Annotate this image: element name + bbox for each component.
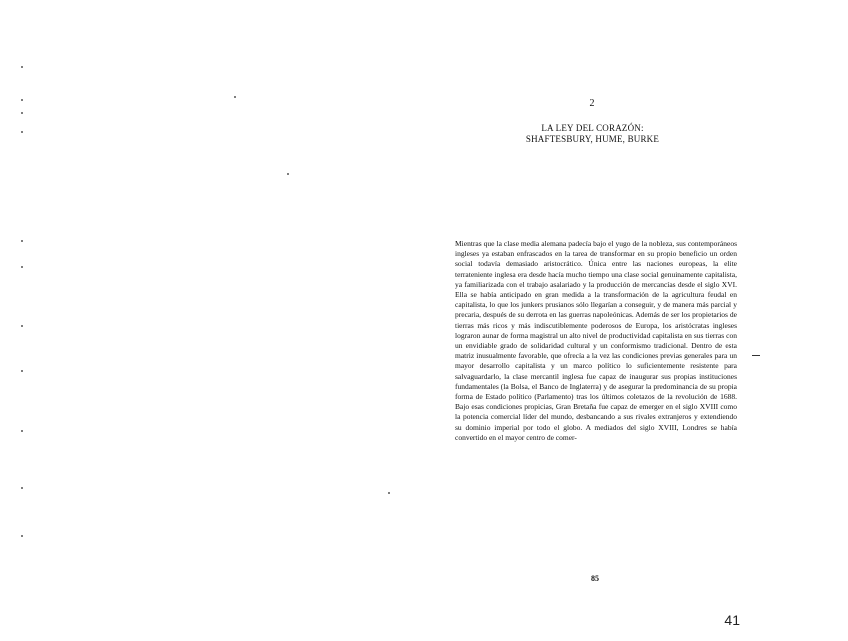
scan-speck [21,370,23,372]
chapter-title-line-1: LA LEY DEL CORAZÓN: [541,123,644,133]
page-number: 85 [591,574,599,583]
chapter-number: 2 [589,98,595,109]
scan-speck [21,266,23,268]
margin-mark [752,355,760,356]
scan-speck [21,325,23,327]
scan-speck [21,487,23,489]
scan-speck [21,430,23,432]
scan-speck [388,492,390,494]
slide-number: 41 [724,612,740,628]
scan-speck [21,240,23,242]
scan-speck [21,535,23,537]
scan-speck [21,131,23,133]
scan-speck [21,66,23,68]
body-paragraph: Mientras que la clase media alemana padecía bajo el yugo de la nobleza, sus contemporáneos ingleses ya estaban enfrascados en la tarea de transformar en su propio beneficio un orden social todavía demasiado aristocrático. Única entre las naciones europeas, la elite terrateniente inglesa era desde hacía mucho tiempo una clase social genuinamente capitalista, ya familiarizada con el trabajo asalariado y la producción de mercancías desde el siglo XVI. Ella se había anticipado en gran medida a la transformación de la agricultura feudal en capitalista, lo que los junkers prusianos sólo llegarían a conseguir, y de manera más parcial y precaria, después de su derrota en las guerras napoleónicas. Además de ser los propietarios de tierras más ricos y más indiscutiblemente poderosos de Europa, los aristócratas ingleses lograron aunar de forma magistral un alto nivel de productividad capitalista en sus tierras con un envidiable grado de solidaridad cultural y un conformismo tradicional. Dentro de esta matriz inusualmente favorable, que ofrecía a la vez las condiciones previas generales para un mayor desarrollo capitalista y un marco político lo suficientemente resistente para salvaguardarlo, la clase mercantil inglesa fue capaz de inaugurar sus propias instituciones fundamentales (la Bolsa, el Banco de Inglaterra) y de asegurar la predominancia de su propia forma de Estado político (Parlamento) tras los últimos coletazos de la revolución de 1688. Bajo esas condiciones propicias, Gran Bretaña fue capaz de emerger en el siglo XVIII como la potencia comercial líder del mundo, desbancando a sus rivales extranjeros y extendiendo su dominio imperial por todo el globo. A mediados del siglo XVIII, Londres se había convertido en el mayor centro de comer- [455,239,737,442]
chapter-title [470,123,715,145]
scan-speck [21,112,23,114]
scan-speck [234,96,236,98]
scan-speck [21,99,23,101]
chapter-title-line-2: SHAFTESBURY, HUME, BURKE [525,134,660,144]
scan-speck [287,173,289,175]
